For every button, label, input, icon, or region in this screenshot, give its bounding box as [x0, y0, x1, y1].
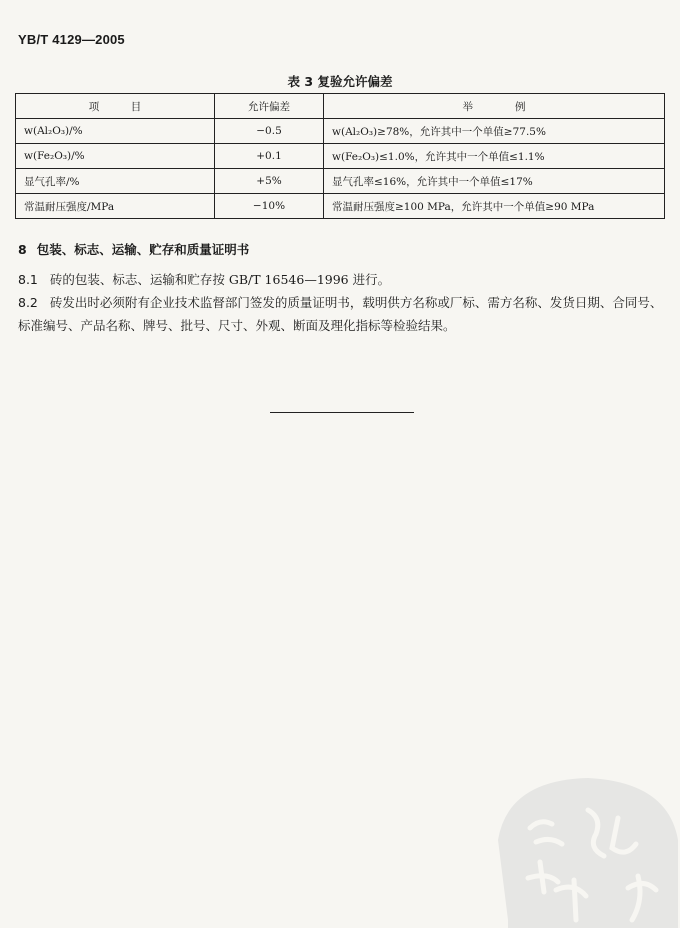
clause-number: 8.1: [18, 272, 38, 287]
clause-text: 砖的包装、标志、运输和贮存按 GB/T 16546—1996 进行。: [49, 272, 391, 287]
table-row: [16, 194, 665, 219]
clause-number: 8.2: [18, 295, 38, 310]
seal-watermark: [478, 770, 680, 928]
section-heading: [18, 240, 249, 258]
row-tolerance: +5%: [215, 169, 324, 194]
row-tolerance: +0.1: [215, 144, 324, 169]
row-example: w(Fe₂O₃)≤1.0%，允许其中一个单值≤1.1%: [324, 144, 665, 169]
row-item: 常温耐压强度/MPa: [16, 194, 215, 219]
section-number: 8: [18, 242, 27, 257]
section-title: 包装、标志、运输、贮存和质量证明书: [36, 242, 250, 257]
table-row: [16, 144, 665, 169]
row-tolerance: −0.5: [215, 119, 324, 144]
column-header-example: 举 例: [324, 94, 665, 119]
table-row: [16, 169, 665, 194]
row-example: w(Al₂O₃)≥78%，允许其中一个单值≥77.5%: [324, 119, 665, 144]
row-item: w(Al₂O₃)/%: [16, 119, 215, 144]
column-header-tolerance: 允许偏差: [215, 94, 324, 119]
tolerance-table: [15, 93, 665, 219]
table-title: 表 3 复验允许偏差: [287, 74, 393, 89]
clause-text: 砖发出时必须附有企业技术监督部门签发的质量证明书，载明供方名称或厂标、需方名称、发货日期、合同号、标准编号、产品名称、牌号、批号、尺寸、外观、断面及理化指标等检验结果。: [18, 295, 663, 333]
row-example: 常温耐压强度≥100 MPa，允许其中一个单值≥90 MPa: [324, 194, 665, 219]
row-tolerance: −10%: [215, 194, 324, 219]
table-row: [16, 119, 665, 144]
clause-8-2: [18, 291, 663, 337]
table-header-row: [16, 94, 665, 119]
row-example: 显气孔率≤16%，允许其中一个单值≤17%: [324, 169, 665, 194]
row-item: 显气孔率/%: [16, 169, 215, 194]
row-item: w(Fe₂O₃)/%: [16, 144, 215, 169]
clause-8-1: [18, 268, 663, 291]
end-rule: [270, 412, 414, 413]
column-header-item: 项 目: [16, 94, 215, 119]
standard-code: YB/T 4129—2005: [18, 32, 125, 47]
